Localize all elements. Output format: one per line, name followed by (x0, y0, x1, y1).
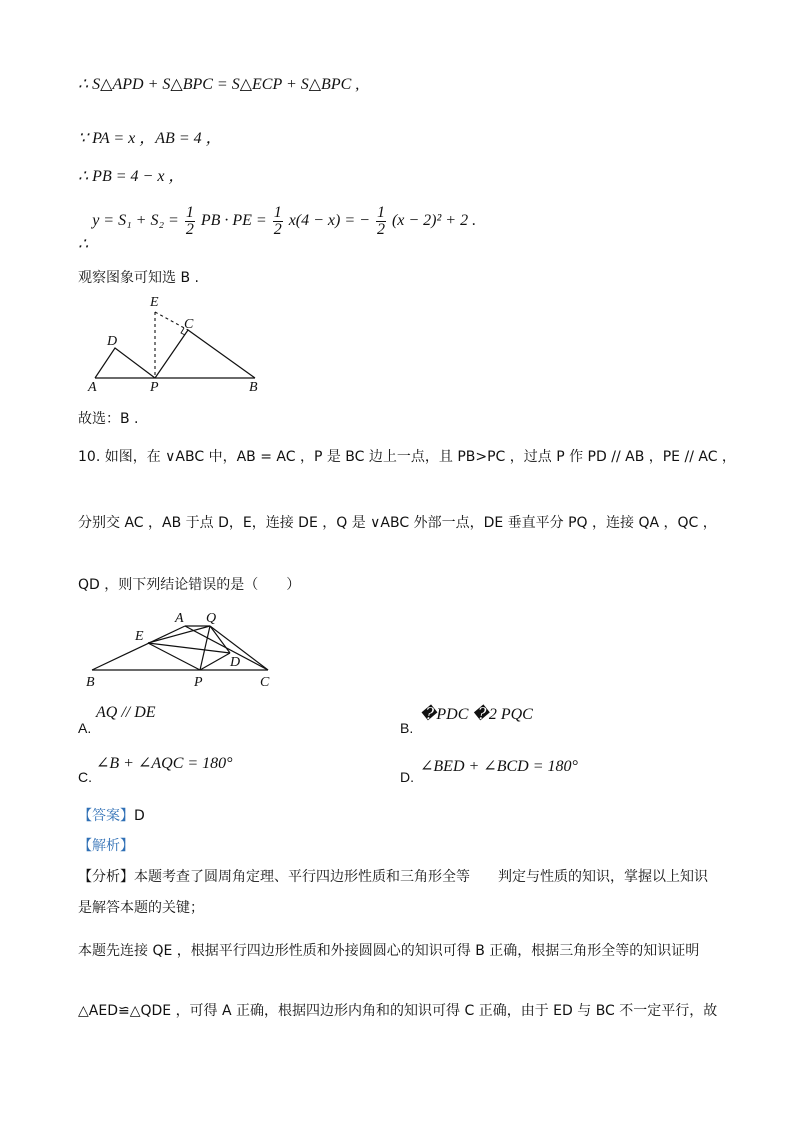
label-E: E (135, 629, 144, 644)
option-d-label: D. (400, 769, 414, 785)
label-P: P (194, 675, 203, 690)
label-A: A (175, 611, 184, 626)
label-A: A (88, 380, 97, 395)
analysis-p1-line1: 【分析】本题考查了圆周角定理、平行四边形性质和三角形全等 判定与性质的知识，掌握以上知识 (78, 869, 708, 885)
figure-2 (80, 606, 280, 692)
answer-line: 故选：B . (78, 411, 139, 427)
option-a-text: AQ // DE (96, 704, 156, 721)
option-a-label: A. (78, 720, 92, 736)
half-fraction-1: $\frac{1}{2}$ (185, 204, 194, 238)
label-D: D (230, 655, 241, 670)
answer-row (78, 805, 145, 825)
half-fraction-3: $\frac{1}{2}$ (376, 204, 385, 238)
label-B: B (86, 675, 95, 690)
analysis-p1-line2: 是解答本题的关键； (78, 900, 204, 916)
option-b-label: B. (400, 720, 414, 736)
answer-value: D (134, 808, 145, 824)
q10-line-2: 分别交 AC ，AB 于点 D，E，连接 DE ，Q 是 ∨ABC 外部一点，DE 垂直平分 PQ ，连接 QA ，QC ， (78, 515, 717, 531)
q10-line-1: 10. 如图，在 ∨ABC 中，AB = AC ，P 是 BC 边上一点，且 PB>PC ，过点 P 作 PD // AB ，PE // AC ， (78, 449, 736, 465)
analysis-p2-line1: 本题先连接 QE ，根据平行四边形性质和外接圆圆心的知识可得 B 正确，根据三角形全等的知识证明 (78, 943, 700, 959)
analysis-tag: 【解析】 (78, 838, 134, 854)
half-fraction-2: $\frac{1}{2}$ (273, 204, 282, 238)
label-E: E (150, 295, 159, 310)
x-expression: x(4 − x) = − (288, 212, 370, 230)
answer-tag: 【答案】 (78, 808, 134, 824)
proof-line-2: ∵ PA = x ，AB = 4 ， (78, 130, 222, 147)
vertex-form: (x − 2)² + 2 . (391, 212, 477, 230)
label-B: B (249, 380, 258, 395)
label-C: C (260, 675, 270, 690)
proof-line-1: ∴ S△APD + S△BPC = S△ECP + S△BPC , (78, 76, 360, 93)
proof-line-3: ∴ PB = 4 − x ， (78, 168, 185, 185)
analysis-p2-line2: △AED≌△QDE ，可得 A 正确，根据四边形内角和的知识可得 C 正确，由于 ED 与 BC 不一定平行，故 (78, 1003, 718, 1019)
q10-line-3: QD ，则下列结论错误的是（ ） (78, 577, 301, 593)
label-P: P (150, 380, 159, 395)
label-Q: Q (206, 611, 217, 626)
option-c-text: ∠B + ∠AQC = 180° (96, 755, 233, 772)
label-D: D (107, 334, 118, 349)
observe-text: 观察图象可知选 B . (78, 270, 199, 286)
label-C: C (184, 317, 194, 332)
option-b-text: �PDC �2 PQC (420, 706, 533, 723)
therefore-symbol: ∴ (78, 236, 89, 254)
option-c-label: C. (78, 769, 92, 785)
proof-line-4 (78, 204, 477, 254)
figure-1 (80, 290, 280, 398)
pb-pe-expression: PB · PE = (200, 212, 267, 230)
y-expression: y = S₁ + S₂ = (92, 212, 179, 230)
option-d-text: ∠BED + ∠BCD = 180° (420, 758, 578, 775)
